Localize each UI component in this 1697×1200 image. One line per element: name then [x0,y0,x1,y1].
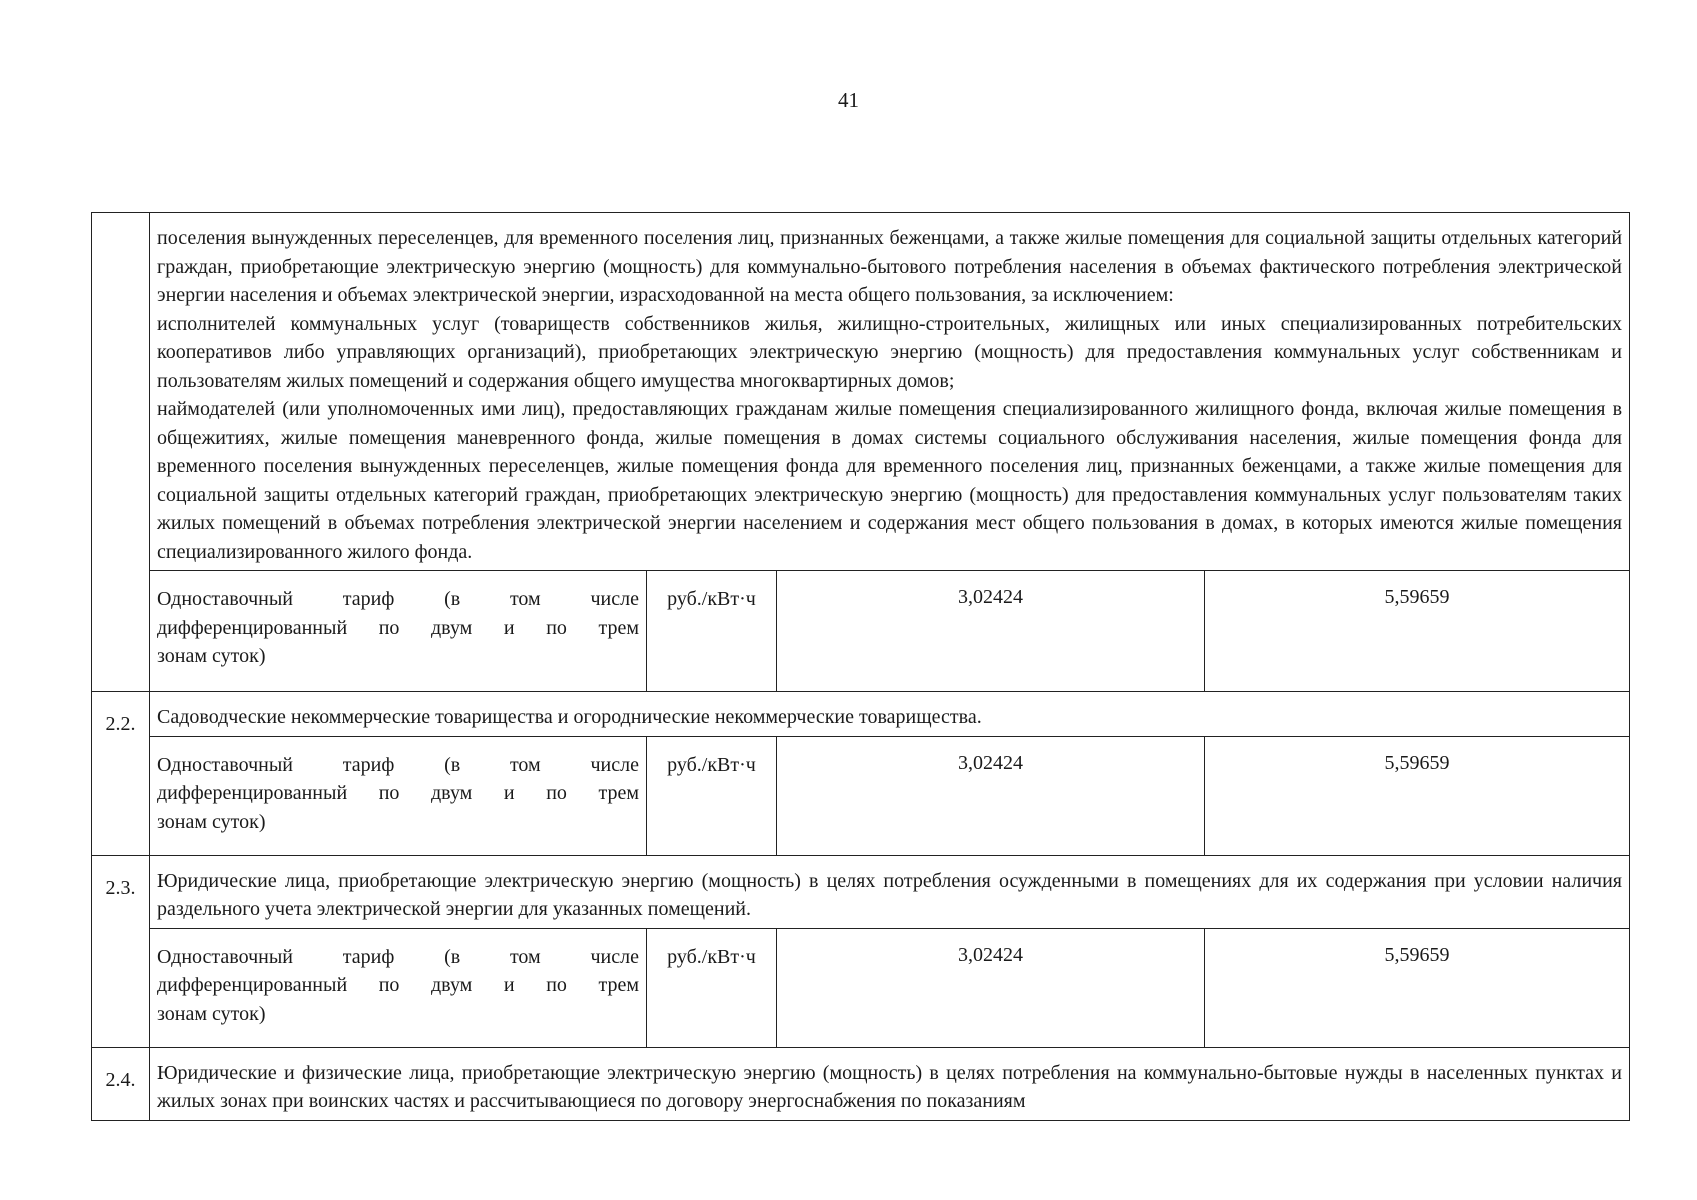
tariff-value-2: 5,59659 [1205,928,1630,1047]
category-description: Юридические лица, приобретающие электрическую энергию (мощность) в целях потребления осужденными в помещениях для их содержания при условии наличия раздельного учета электрической энергии для указанных помещений. [150,855,1630,928]
tariff-row [92,928,1630,1047]
tariff-unit: руб./кВт·ч [647,736,777,855]
tariff-value-1: 3,02424 [777,928,1205,1047]
table-row [92,1047,1630,1120]
tariff-value-1: 3,02424 [777,736,1205,855]
category-description: Садоводческие некоммерческие товарищества и огороднические некоммерческие товарищества. [150,692,1630,737]
tariff-table [91,212,1630,1121]
tariff-name: Одноставочный тариф (в том числе дифференцированный по двум и по трем зонам суток) [150,736,647,855]
table-row [92,213,1630,571]
section-number: 2.2. [92,692,150,856]
tariff-value-2: 5,59659 [1205,571,1630,692]
table-row [92,855,1630,928]
tariff-row [92,571,1630,692]
description-paragraph: наймодателей (или уполномоченных ими лиц), предоставляющих гражданам жилые помещения специализированного жилищного фонда, включая жилые помещения в общежитиях, жилые помещения маневренного фонда, жилые помещения в домах системы социального обслуживания населения, жилые помещения фонда для временного поселения вынужденных переселенцев, жилые помещения фонда для временного поселения лиц, признанных беженцами, а также жилые помещения для социальной защиты отдельных категорий граждан, приобретающих электрическую энергию (мощность) для предоставления коммунальных услуг пользователям таких жилых помещений в объемах потребления электрической энергии населением и содержания мест общего пользования в домах, в которых имеются жилые помещения специализированного жилого фонда. [157,398,1623,563]
category-description: Юридические и физические лица, приобретающие электрическую энергию (мощность) в целях потребления на коммунально-бытовые нужды в населенных пунктах и жилых зонах при воинских частях и рассчитывающиеся по договору энергоснабжения по показаниям [150,1047,1630,1120]
page-number: 41 [838,88,859,112]
tariff-value-1: 3,02424 [777,571,1205,692]
category-description [150,213,1630,571]
tariff-name: Одноставочный тариф (в том числе дифференцированный по двум и по трем зонам суток) [150,571,647,692]
section-number: 2.4. [92,1047,150,1120]
description-paragraph: исполнителей коммунальных услуг (товариществ собственников жилья, жилищно-строительных, жилищных или иных специализированных потребительских кооперативов либо управляющих организаций), приобретающих электрическую энергию (мощность) для предоставления коммунальных услуг собственникам и пользователям жилых помещений и содержания общего имущества многоквартирных домов; [157,312,1623,392]
description-paragraph: поселения вынужденных переселенцев, для временного поселения лиц, признанных беженцами, а также жилые помещения для социальной защиты отдельных категорий граждан, приобретающие электрическую энергию (мощность) для коммунально-бытового потребления населения в объемах фактического потребления электрической энергии населения и объемах электрической энергии, израсходованной на места общего пользования, за исключением: [157,227,1623,306]
tariff-name: Одноставочный тариф (в том числе дифференцированный по двум и по трем зонам суток) [150,928,647,1047]
tariff-value-2: 5,59659 [1205,736,1630,855]
section-number: 2.3. [92,855,150,1047]
tariff-unit: руб./кВт·ч [647,571,777,692]
tariff-row [92,736,1630,855]
tariff-unit: руб./кВт·ч [647,928,777,1047]
row-number-cell [92,213,150,692]
table-row [92,692,1630,737]
